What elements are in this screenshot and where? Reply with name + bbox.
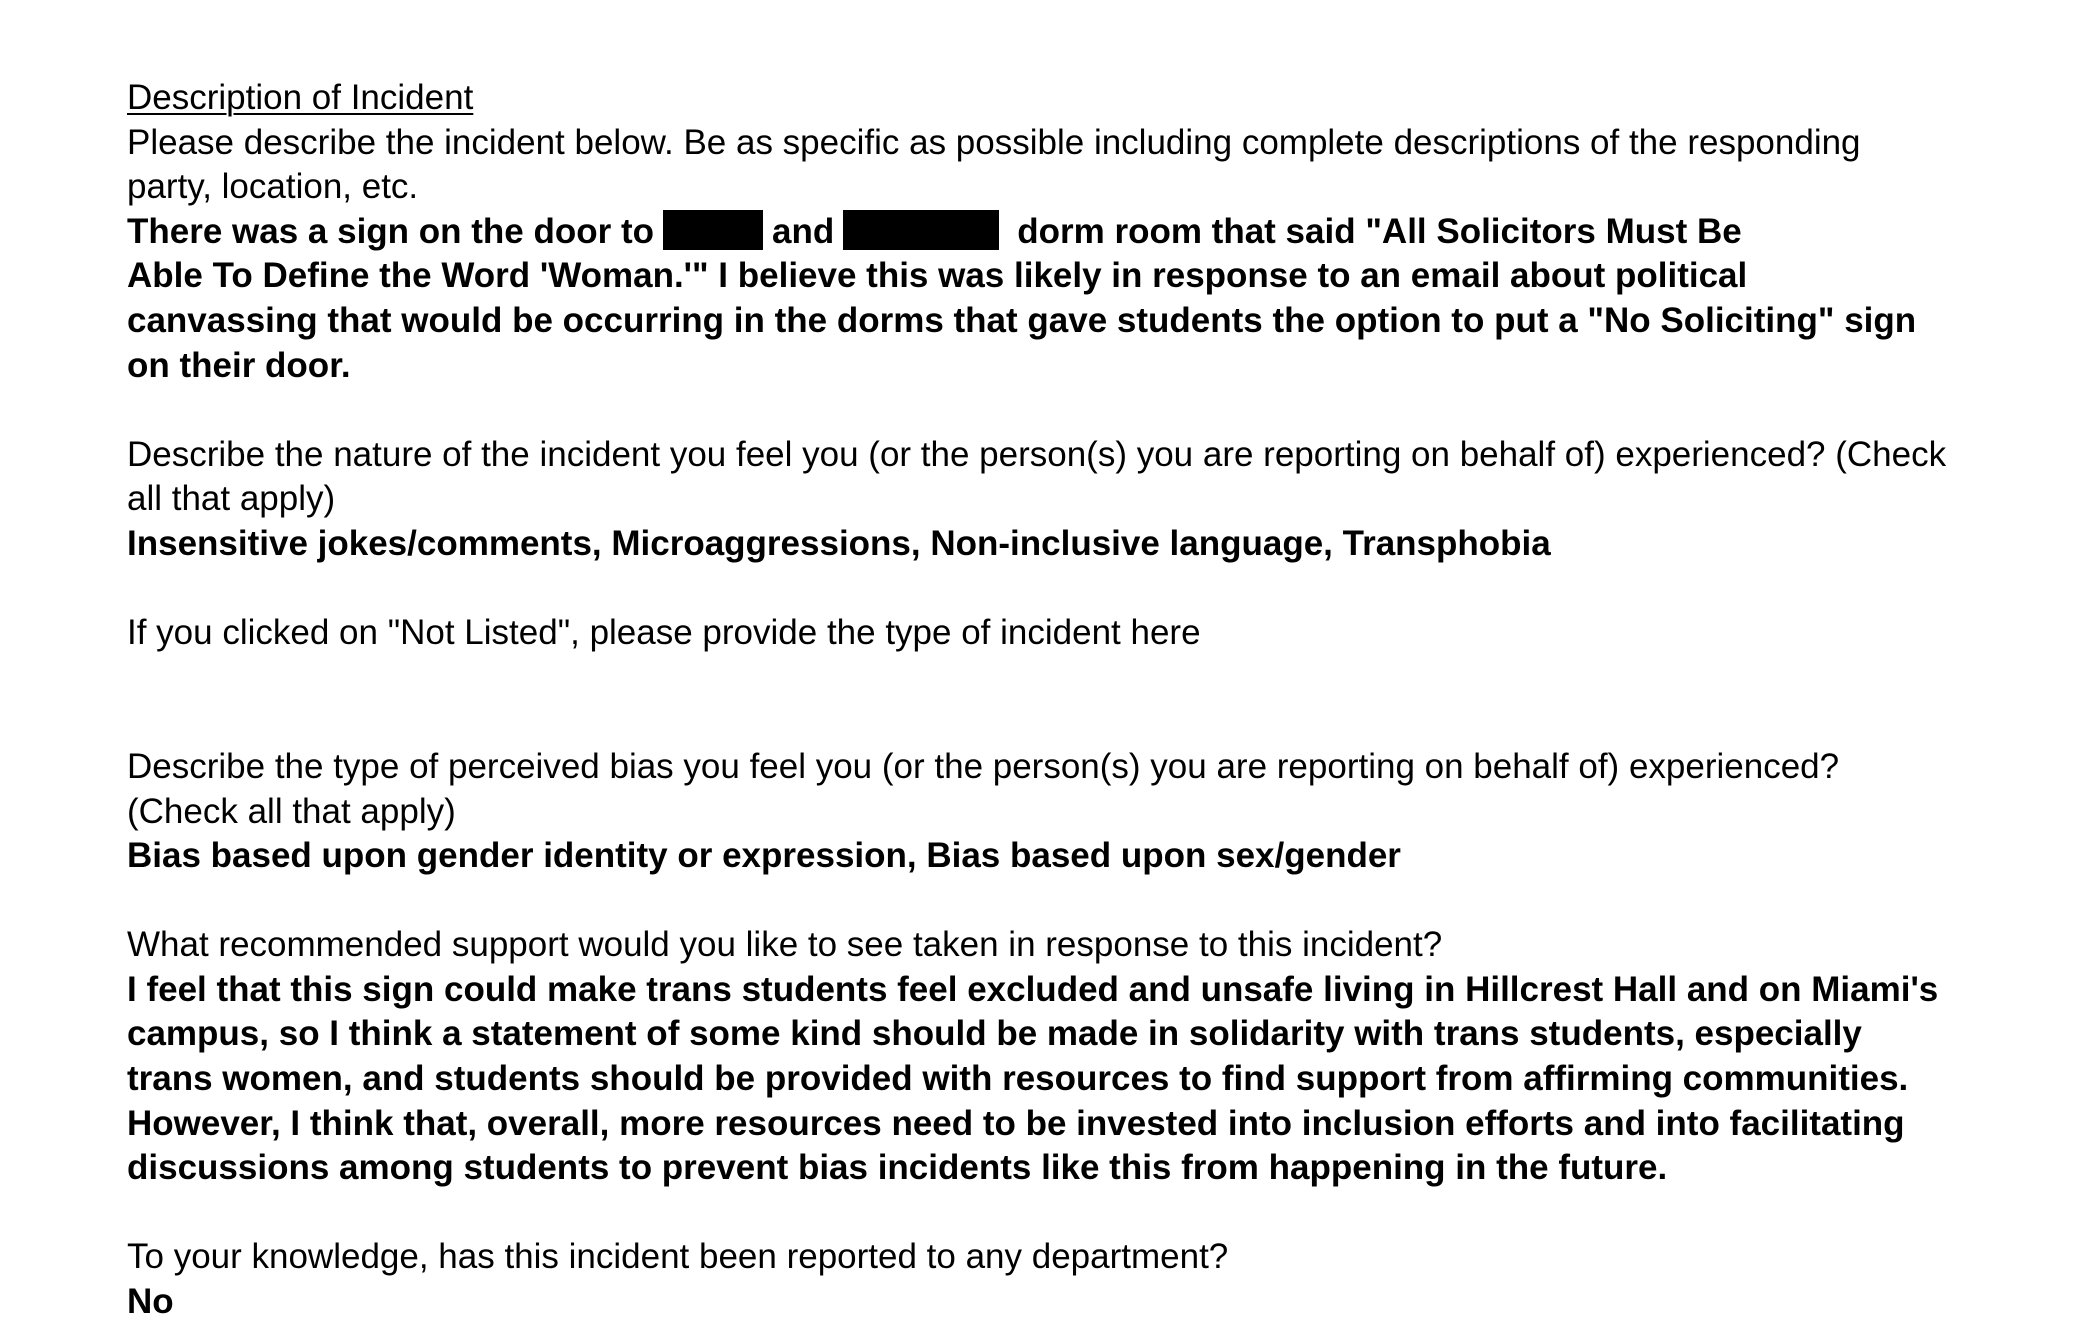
answer-line: trans women, and students should be provided with resources to find support from affirming communities. [127,1059,1909,1099]
question-prompt-line: Describe the nature of the incident you feel you (or the person(s) you are reporting on behalf of) experienced? (Check [127,434,1947,474]
answer-line: Bias based upon gender identity or expression, Bias based upon sex/gender [127,836,1401,876]
answer-line: Able To Define the Word 'Woman.'" I believe this was likely in response to an email about political [127,256,1748,296]
redaction-block [843,210,999,250]
answer-text-part: and [772,211,835,251]
answer-line: campus, so I think a statement of some kind should be made in solidarity with trans students, especially [127,1014,1862,1054]
question-prompt-line: (Check all that apply) [127,791,456,831]
question-prompt-line: To your knowledge, has this incident been reported to any department? [127,1237,1229,1277]
question-prompt-line: party, location, etc. [127,167,419,207]
question-prompt-line: Please describe the incident below. Be as specific as possible including complete descriptions of the responding [127,122,1861,162]
answer-line: Insensitive jokes/comments, Microaggressions, Non-inclusive language, Transphobia [127,523,1551,563]
incident-report-document [127,76,2007,1325]
answer-line: No [127,1282,174,1322]
answer-line: discussions among students to prevent bias incidents like this from happening in the future. [127,1148,1668,1188]
answer-line [127,210,2007,255]
answer-line: However, I think that, overall, more resources need to be invested into inclusion efforts and into facilitating [127,1103,1905,1143]
answer-line: on their door. [127,345,351,385]
answer-text-part: There was a sign on the door to [127,211,654,251]
question-prompt-line: What recommended support would you like to see taken in response to this incident? [127,925,1443,965]
answer-line: canvassing that would be occurring in the dorms that gave students the option to put a "No Soliciting" sign [127,300,1917,340]
section-heading: Description of Incident [127,78,474,117]
question-prompt-line: Describe the type of perceived bias you feel you (or the person(s) you are reporting on behalf of) experienced? [127,746,1840,786]
answer-line: I feel that this sign could make trans students feel excluded and unsafe living in Hillcrest Hall and on Miami's [127,969,1939,1009]
question-prompt-line: all that apply) [127,479,336,519]
redaction-block [663,210,763,250]
question-prompt-line: If you clicked on "Not Listed", please provide the type of incident here [127,613,1201,653]
answer-text-part: dorm room that said "All Solicitors Must Be [1017,211,1742,251]
